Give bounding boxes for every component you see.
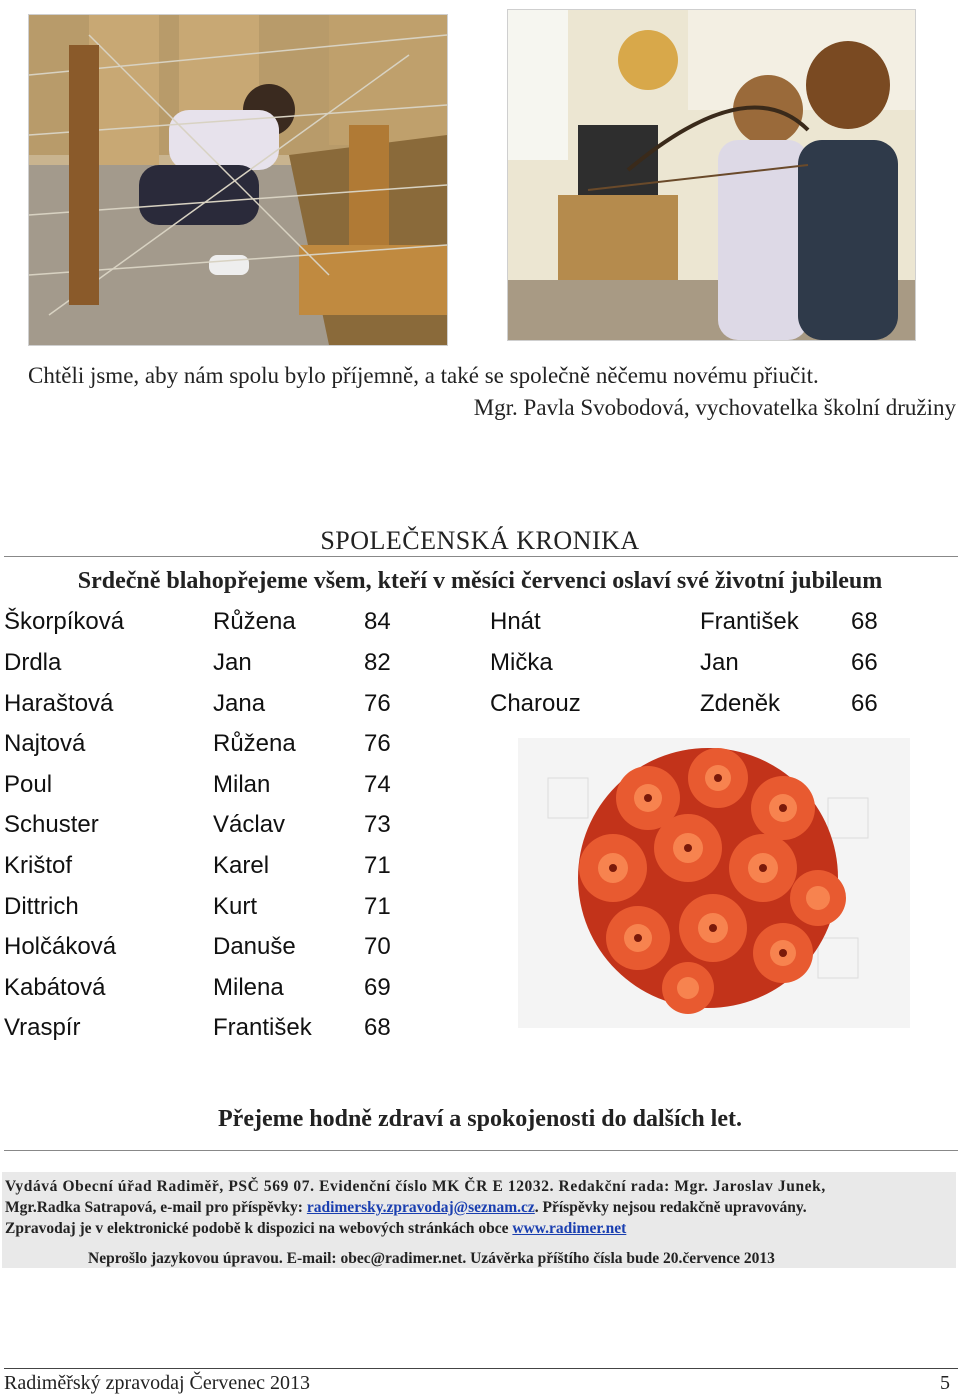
publisher-line-2-text: Mgr.Radka Satrapová, e-mail pro příspěvky: bbox=[5, 1199, 307, 1216]
first-name: Milena bbox=[213, 974, 284, 1001]
age: 76 bbox=[364, 730, 391, 757]
page-footer-rule bbox=[4, 1368, 958, 1369]
page-number: 5 bbox=[940, 1372, 950, 1394]
surname: Poul bbox=[4, 771, 53, 798]
surname: Dittrich bbox=[4, 893, 79, 920]
publisher-line-2-tail: . Příspěvky nejsou redakčně upravovány. bbox=[534, 1199, 807, 1216]
age: 68 bbox=[364, 1014, 391, 1041]
surname: Hnát bbox=[490, 608, 541, 635]
first-name: Růžena bbox=[213, 608, 296, 635]
age: 73 bbox=[364, 811, 391, 838]
first-name: Jana bbox=[213, 690, 266, 717]
surname: Najtová bbox=[4, 730, 86, 757]
surname: Škorpíková bbox=[4, 608, 125, 635]
first-name: Zdeněk bbox=[700, 690, 781, 717]
first-name: Jan bbox=[700, 649, 739, 676]
photo-caption: Chtěli jsme, aby nám spolu bylo příjemně, a také se společně něčemu novému přiučit. bbox=[28, 363, 819, 388]
surname: Haraštová bbox=[4, 690, 114, 717]
first-name: Karel bbox=[213, 852, 270, 879]
surname: Krištof bbox=[4, 852, 73, 879]
publisher-line-3-text: Zpravodaj je v elektronické podobě k dispozici na webových stránkách obce bbox=[5, 1220, 513, 1237]
age: 76 bbox=[364, 690, 391, 717]
roses-bouquet-image bbox=[518, 738, 910, 1028]
age: 71 bbox=[364, 852, 391, 879]
age: 74 bbox=[364, 771, 391, 798]
age: 68 bbox=[851, 608, 878, 635]
publisher-line-2 bbox=[5, 1199, 807, 1217]
first-name: Kurt bbox=[213, 893, 258, 920]
surname: Kabátová bbox=[4, 974, 106, 1001]
age: 82 bbox=[364, 649, 391, 676]
age: 69 bbox=[364, 974, 391, 1001]
surname: Drdla bbox=[4, 649, 62, 676]
age: 84 bbox=[364, 608, 391, 635]
surname: Mička bbox=[490, 649, 553, 676]
publisher-line-3 bbox=[5, 1220, 626, 1238]
surname: Charouz bbox=[490, 690, 581, 717]
contributions-email-link[interactable]: radimersky.zpravodaj@seznam.cz bbox=[306, 1199, 535, 1216]
section-title: SPOLEČENSKÁ KRONIKA bbox=[320, 526, 640, 555]
age: 70 bbox=[364, 933, 391, 960]
age: 66 bbox=[851, 649, 878, 676]
age: 66 bbox=[851, 690, 878, 717]
section-subtitle: Srdečně blahopřejeme všem, kteří v měsíci červenci oslaví své životní jubileum bbox=[77, 568, 883, 594]
closing-wishes: Přejeme hodně zdraví a spokojenosti do dalších let. bbox=[218, 1106, 742, 1132]
first-name: Danuše bbox=[213, 933, 296, 960]
first-name: Milan bbox=[213, 771, 271, 798]
newsletter-issue: Radiměřský zpravodaj Červenec 2013 bbox=[4, 1372, 311, 1394]
first-name: Václav bbox=[213, 811, 286, 838]
first-name: František bbox=[700, 608, 799, 635]
age: 71 bbox=[364, 893, 391, 920]
publisher-info bbox=[2, 1172, 956, 1268]
website-link[interactable]: www.radimer.net bbox=[512, 1220, 627, 1237]
surname: Holčáková bbox=[4, 933, 117, 960]
publisher-line-4: Neprošlo jazykovou úpravou. E-mail: obec@radimer.net. Uzávěrka příštího čísla bude 20.července 2013 bbox=[88, 1250, 775, 1267]
photo-girl-string-web bbox=[28, 14, 448, 346]
first-name: Jan bbox=[213, 649, 252, 676]
first-name: Růžena bbox=[213, 730, 296, 757]
surname: Schuster bbox=[4, 811, 99, 838]
publisher-line-1: Vydává Obecní úřad Radiměř, PSČ 569 07. Evidenční číslo MK ČR E 12032. Redakční rada: Mgr. Jaroslav Junek, bbox=[5, 1178, 826, 1195]
surname: Vraspír bbox=[4, 1014, 81, 1041]
section-top-rule bbox=[4, 556, 958, 557]
footer-top-rule bbox=[4, 1150, 958, 1151]
first-name: František bbox=[213, 1014, 312, 1041]
author-signature: Mgr. Pavla Svobodová, vychovatelka školní družiny bbox=[473, 395, 956, 420]
photo-children-archery bbox=[507, 9, 916, 341]
